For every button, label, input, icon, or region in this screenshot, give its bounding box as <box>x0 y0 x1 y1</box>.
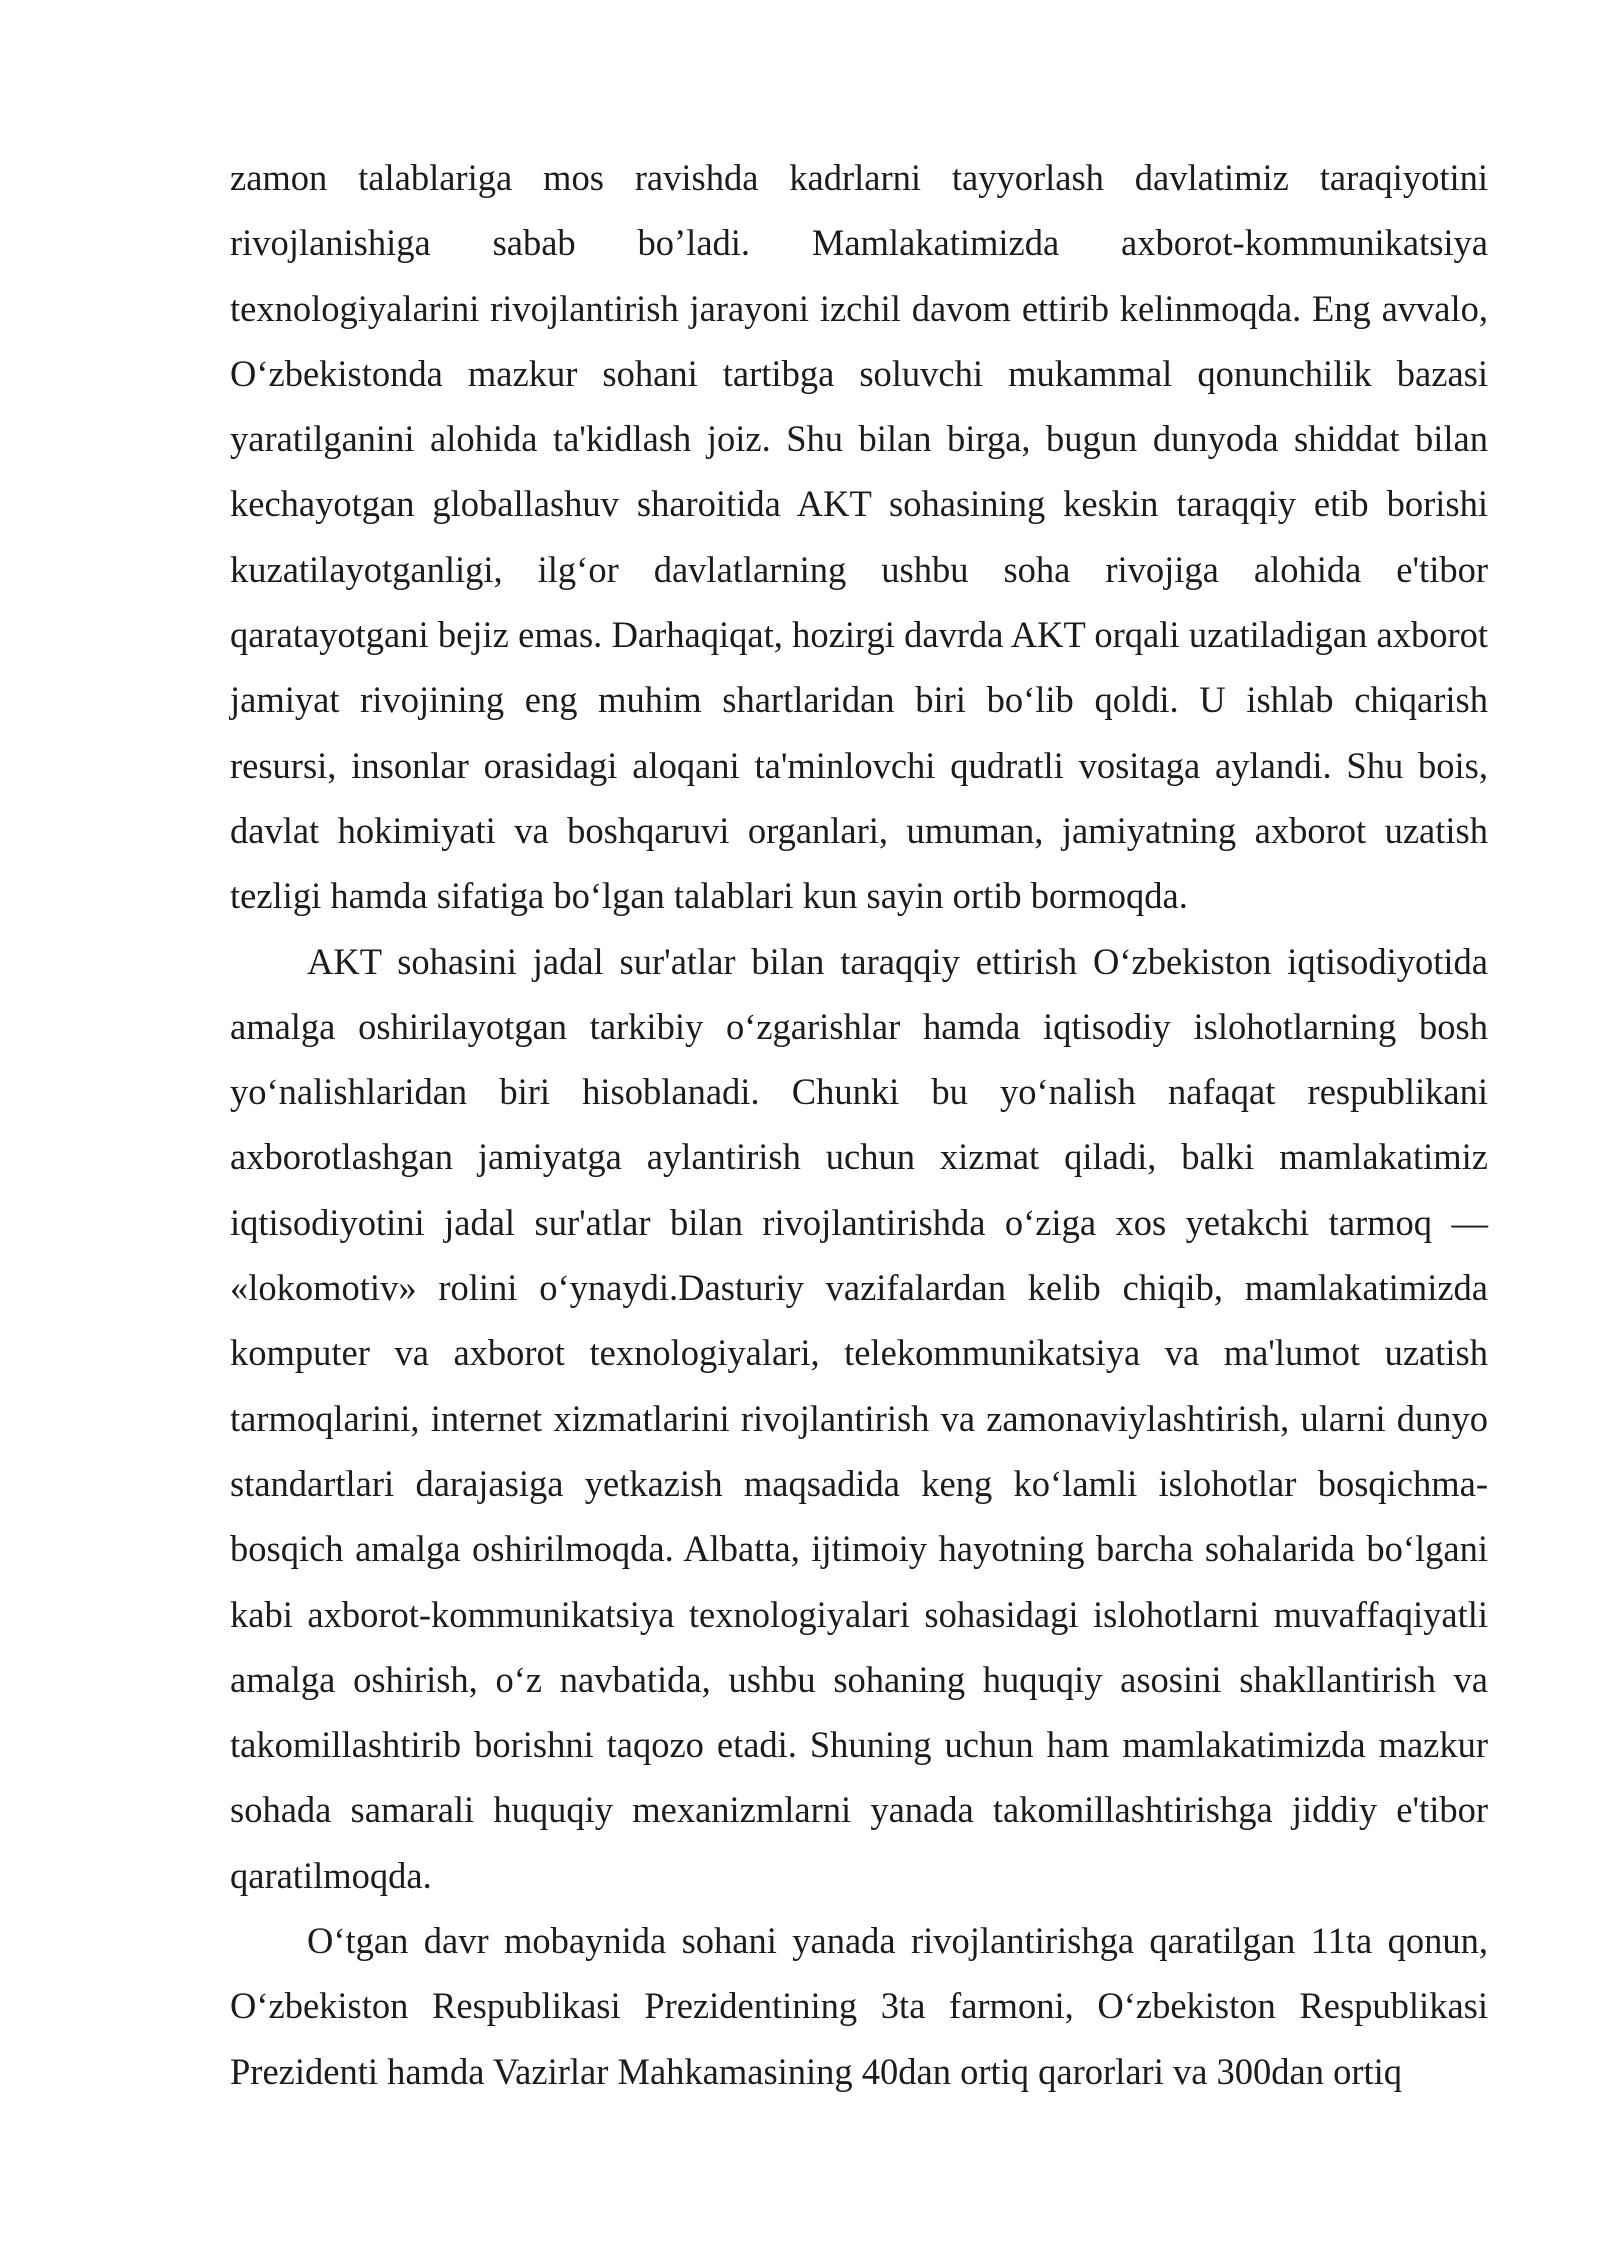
paragraph-continuation: zamon talablariga mos ravishda kadrlarni tayyorlash davlatimiz taraqiyotini rivojlanishiga sabab bo’ladi. Mamlakatimizda axborot-kommunikatsiya texnologiyalarini rivojlantirish jarayoni izchil davom ettirib kelinmoqda. Eng avvalo, O‘zbekistonda mazkur sohani tartibga soluvchi mukammal qonunchilik bazasi yaratilganini alohida ta'kidlash joiz. Shu bilan birga, bugun dunyoda shiddat bilan kechayotgan globallashuv sharoitida AKT sohasining keskin taraqqiy etib borishi kuzatilayotganligi, ilg‘or davlatlarning ushbu soha rivojiga alohida e'tibor qaratayotgani bejiz emas. Darhaqiqat, hozirgi davrda AKT orqali uzatiladigan axborot jamiyat rivojining eng muhim shartlaridan biri bo‘lib qoldi. U ishlab chiqarish resursi, insonlar orasidagi aloqani ta'minlovchi qudratli vositaga aylandi. Shu bois, davlat hokimiyati va boshqaruvi organlari, umuman, jamiyatning axborot uzatish tezligi hamda sifatiga bo‘lgan talablari kun sayin ortib bormoqda. <box>230 157 1488 917</box>
body-text <box>230 145 1488 2104</box>
paragraph-akt-reforms: AKT sohasini jadal sur'atlar bilan taraqqiy ettirish O‘zbekiston iqtisodiyotida amalga oshirilayotgan tarkibiy o‘zgarishlar hamda iqtisodiy islohotlarning bosh yo‘nalishlaridan biri hisoblanadi. Chunki bu yo‘nalish nafaqat respublikani axborotlashgan jamiyatga aylantirish uchun xizmat qiladi, balki mamlakatimiz iqtisodiyotini jadal sur'atlar bilan rivojlantirishda o‘ziga xos yetakchi tarmoq — «lokomotiv» rolini o‘ynaydi.Dasturiy vazifalardan kelib chiqib, mamlakatimizda komputer va axborot texnologiyalari, telekommunikatsiya va ma'lumot uzatish tarmoqlarini, internet xizmatlarini rivojlantirish va zamonaviylashtirish, ularni dunyo standartlari darajasiga yetkazish maqsadida keng ko‘lamli islohotlar bosqichma-bosqich amalga oshirilmoqda. Albatta, ijtimoiy hayotning barcha sohalarida bo‘lgani kabi axborot-kommunikatsiya texnologiyalari sohasidagi islohotlarni muvaffaqiyatli amalga oshirish, o‘z navbatida, ushbu sohaning huquqiy asosini shakllantirish va takomillashtirib borishni taqozo etadi. Shuning uchun ham mamlakatimizda mazkur sohada samarali huquqiy mexanizmlarni yanada takomillashtirishga jiddiy e'tibor qaratilmoqda. <box>230 940 1488 1896</box>
paragraph-legislation: O‘tgan davr mobaynida sohani yanada rivojlantirishga qaratilgan 11ta qonun, O‘zbekiston Respublikasi Prezidentining 3ta farmoni, O‘zbekiston Respublikasi Prezidenti hamda Vazirlar Mahkamasining 40dan ortiq qarorlari va 300dan ortiq <box>230 1920 1488 2092</box>
